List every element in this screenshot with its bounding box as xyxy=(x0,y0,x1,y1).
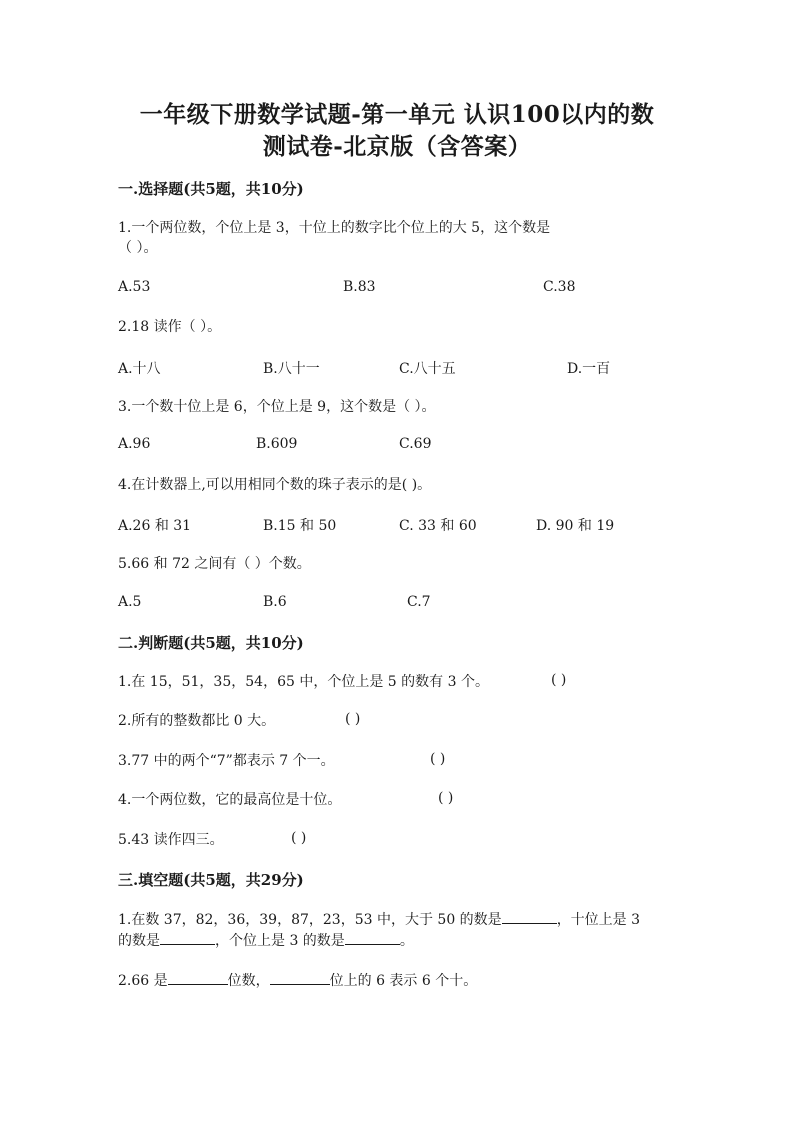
choice-q5-option-b: B.6 xyxy=(263,594,287,610)
fill-q2-text-1: 2.66 是 xyxy=(118,973,168,989)
judge-q1-answer-paren: ( ) xyxy=(551,672,567,688)
fill-q2-blank-2[interactable] xyxy=(270,970,330,985)
choice-q1-stem-line2: （ ）。 xyxy=(118,240,158,256)
choice-q2-option-c: C.八十五 xyxy=(399,361,456,377)
fill-q1-text-2: ，十位上是 3 xyxy=(556,912,641,928)
choice-q2-stem: 2.18 读作（ ）。 xyxy=(118,319,222,335)
fill-q1-line2 xyxy=(118,930,414,951)
fill-q1-blank-3[interactable] xyxy=(345,930,400,945)
choice-q3-option-a: A.96 xyxy=(118,436,151,452)
choice-q5-stem: 5.66 和 72 之间有（ ）个数。 xyxy=(118,556,311,572)
choice-q1-option-c: C.38 xyxy=(543,279,576,295)
fill-q1-blank-1[interactable] xyxy=(502,909,557,924)
choice-q2-option-a: A.十八 xyxy=(118,361,161,377)
choice-q2-option-d: D.一百 xyxy=(567,361,611,377)
fill-q1-blank-2[interactable] xyxy=(160,930,215,945)
page-title-line1: 一年级下册数学试题-第一单元 认识100以内的数 xyxy=(139,101,655,128)
choice-q5-option-a: A.5 xyxy=(118,594,142,610)
choice-q2-option-b: B.八十一 xyxy=(263,361,320,377)
page-title-line2: 测试卷-北京版（含答案） xyxy=(262,133,532,160)
judge-q3-stem: 3.77 中的两个“7”都表示 7 个一。 xyxy=(118,753,335,769)
fill-q1-text-3: 的数是 xyxy=(118,933,160,949)
section-heading-fill: 三.填空题(共5题，共29分) xyxy=(118,871,304,889)
choice-q4-option-c: C. 33 和 60 xyxy=(399,518,477,534)
choice-q1-option-a: A.53 xyxy=(118,279,151,295)
fill-q1-text-4: ，个位上是 3 的数是 xyxy=(215,933,345,949)
judge-q3-answer-paren: ( ) xyxy=(430,751,446,767)
choice-q3-stem: 3.一个数十位上是 6，个位上是 9，这个数是（ ）。 xyxy=(118,399,436,415)
judge-q5-answer-paren: ( ) xyxy=(291,830,307,846)
fill-q1-text-5: 。 xyxy=(399,933,414,949)
choice-q1-option-b: B.83 xyxy=(343,279,376,295)
fill-q2-line xyxy=(118,970,477,991)
fill-q1-text-1: 1.在数 37，82，36，39，87，23，53 中，大于 50 的数是 xyxy=(118,912,502,928)
choice-q5-option-c: C.7 xyxy=(407,594,431,610)
section-heading-judge: 二.判断题(共5题，共10分) xyxy=(118,634,304,652)
choice-q3-option-c: C.69 xyxy=(399,436,432,452)
choice-q4-option-a: A.26 和 31 xyxy=(118,518,192,534)
choice-q4-option-b: B.15 和 50 xyxy=(263,518,337,534)
judge-q2-answer-paren: ( ) xyxy=(345,711,361,727)
judge-q1-stem: 1.在 15，51，35，54，65 中，个位上是 5 的数有 3 个。 xyxy=(118,674,489,690)
judge-q5-stem: 5.43 读作四三。 xyxy=(118,832,224,848)
choice-q4-stem: 4.在计数器上,可以用相同个数的珠子表示的是( )。 xyxy=(118,477,432,493)
judge-q4-answer-paren: ( ) xyxy=(438,790,454,806)
choice-q4-option-d: D. 90 和 19 xyxy=(536,518,615,534)
judge-q4-stem: 4.一个两位数，它的最高位是十位。 xyxy=(118,792,342,808)
choice-q3-option-b: B.609 xyxy=(256,436,298,452)
fill-q2-blank-1[interactable] xyxy=(168,970,228,985)
judge-q2-stem: 2.所有的整数都比 0 大。 xyxy=(118,713,276,729)
fill-q2-text-3: 位上的 6 表示 6 个十。 xyxy=(329,973,478,989)
fill-q1-line1 xyxy=(118,909,640,930)
choice-q1-stem-line1: 1.一个两位数，个位上是 3，十位上的数字比个位上的大 5，这个数是 xyxy=(118,220,551,236)
fill-q2-text-2: 位数， xyxy=(227,973,270,989)
section-heading-choice: 一.选择题(共5题，共10分) xyxy=(118,180,304,198)
